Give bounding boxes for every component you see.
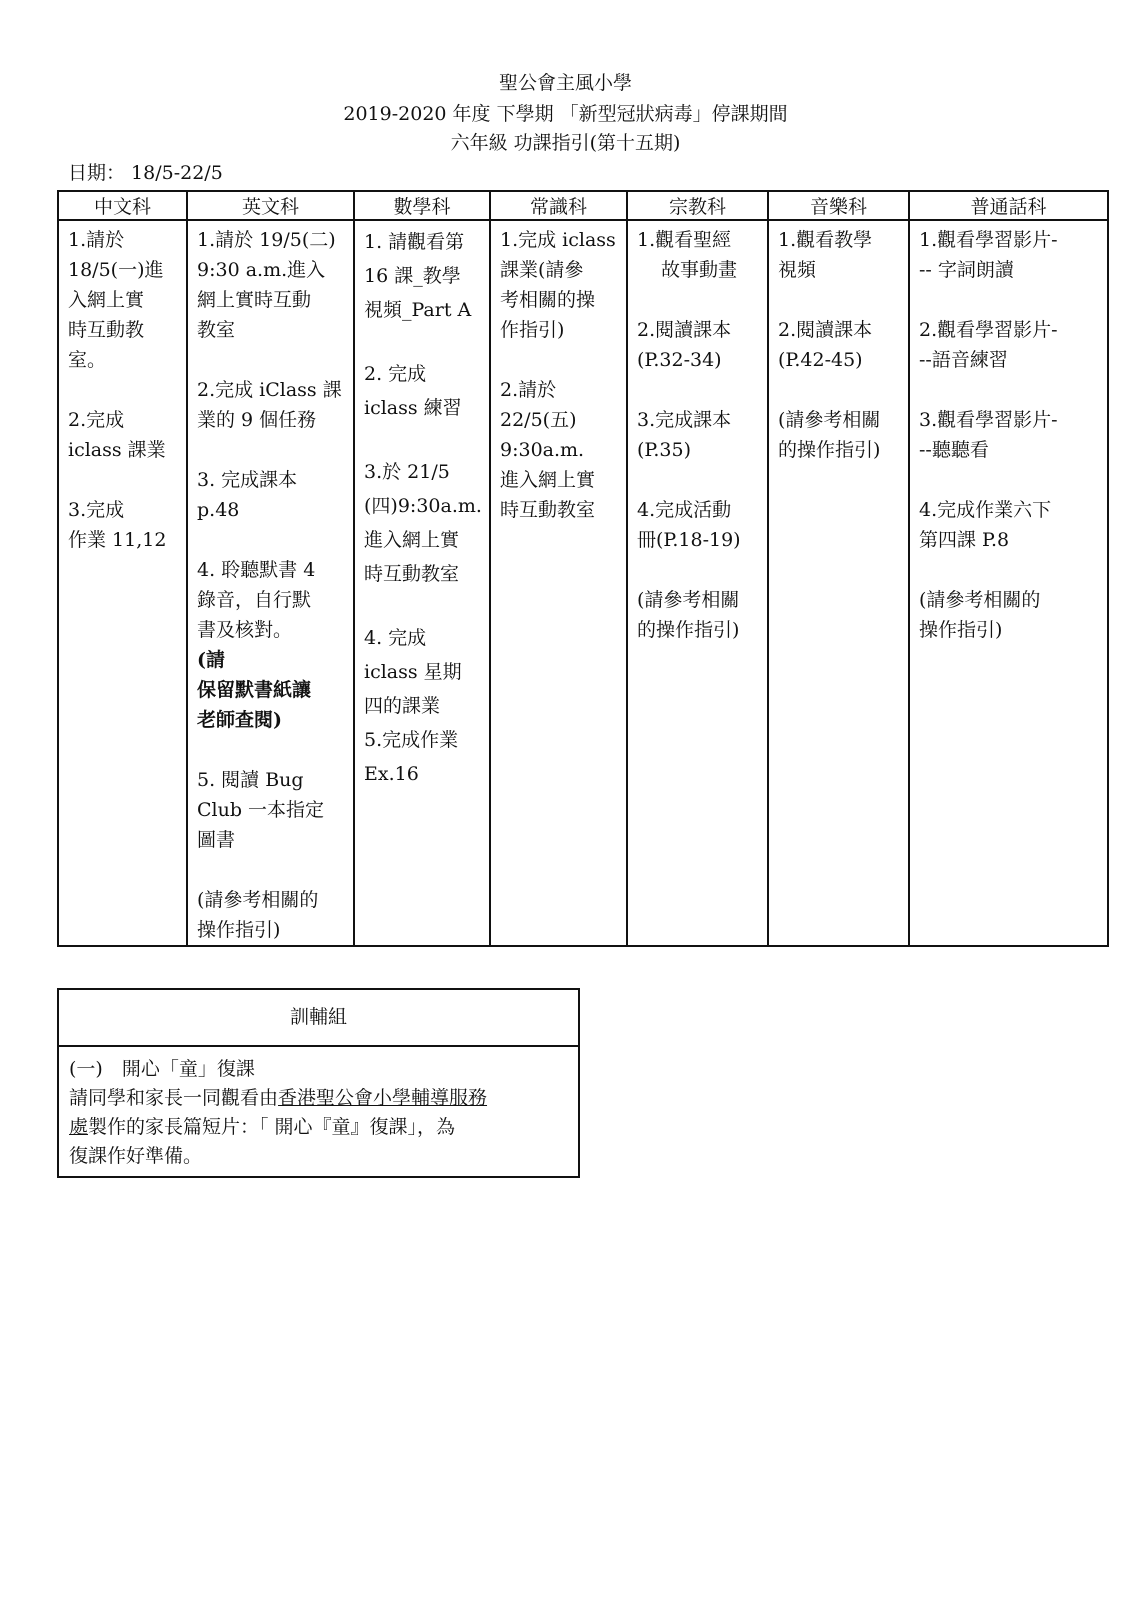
list-item: 2.完成 iclass 課業 [68, 409, 166, 461]
list-item: 5. 閱讀 Bug Club 一本指定 圖書 [197, 769, 325, 851]
counselling-body [59, 1047, 578, 1171]
list-item: 4.完成作業六下 第四課 P.8 [919, 499, 1052, 551]
homework-table [57, 190, 1109, 947]
list-item: 1.觀看聖經 [637, 229, 732, 251]
list-item-note: (請參考相關的 操作指引) [919, 589, 1041, 641]
list-item: 1.觀看教學 視頻 [778, 229, 873, 281]
list-item: 3.觀看學習影片- --聽聽看 [919, 409, 1058, 461]
header-english: 英文科 [187, 191, 354, 220]
table-row [58, 220, 1108, 946]
list-item: 1.請於 18/5(一)進 入網上實 時互動教 室。 [68, 229, 164, 371]
list-item: 1.完成 iclass 課業(請參 考相關的操 作指引) [500, 229, 616, 341]
list-item: 2.完成 iClass 課 業的 9 個任務 [197, 379, 342, 431]
school-name: 聖公會主風小學 [498, 72, 632, 94]
header-religion: 宗教科 [627, 191, 768, 220]
counselling-service-link[interactable]: 香港聖公會小學輔導服務 [278, 1087, 488, 1109]
counselling-heading: (一) 開心「童」復課 [69, 1058, 255, 1080]
header-putonghua: 普通話科 [909, 191, 1108, 220]
counselling-title: 訓輔組 [59, 990, 578, 1047]
list-item: 5.完成作業 Ex.16 [364, 729, 459, 785]
header-general-studies: 常識科 [490, 191, 627, 220]
music-cell [768, 220, 909, 946]
counselling-text-post: 製作的家長篇短片：「 開心『童』復課」，為 [88, 1116, 456, 1138]
counselling-box [57, 988, 580, 1178]
counselling-service-link-end[interactable]: 處 [69, 1116, 89, 1138]
header-chinese: 中文科 [58, 191, 187, 220]
counselling-text-line2 [69, 1113, 568, 1142]
page-title: 六年級 功課指引(第十五期) [450, 132, 681, 154]
list-item: 4. 聆聽默書 4 錄音，自行默 書及核對。 [197, 559, 316, 641]
list-item: 3.完成課本 (P.35) [637, 409, 732, 461]
list-item: 1.請於 19/5(二) 9:30 a.m.進入 網上實時互動 教室 [197, 229, 336, 341]
list-item-note: (請 保留默書紙讓 老師查閱) [197, 649, 312, 731]
list-item: 2.閱讀課本 (P.32-34) [637, 319, 732, 371]
date-range: 日期： 18/5-22/5 [68, 162, 223, 184]
chinese-cell [58, 220, 187, 946]
counselling-text-pre: 請同學和家長一同觀看由 [69, 1087, 279, 1109]
list-item: 2.請於 22/5(五) 9:30a.m. 進入網上實 時互動教室 [500, 379, 596, 521]
list-item: 1.觀看學習影片- -- 字詞朗讀 [919, 229, 1058, 281]
list-item-note: (請參考相關 的操作指引) [637, 589, 740, 641]
list-item: 4. 完成 iclass 星期 四的課業 [364, 627, 462, 717]
term-title: 2019-2020 年度 下學期 「新型冠狀病毒」停課期間 [343, 103, 788, 125]
counselling-text [69, 1084, 568, 1113]
list-item: 4.完成活動 冊(P.18-19) [637, 499, 741, 551]
math-cell [354, 220, 490, 946]
header-music: 音樂科 [768, 191, 909, 220]
list-item: 3.於 21/5 (四)9:30a.m. 進入網上實 時互動教室 [364, 461, 482, 585]
list-item-note: (請參考相關的 操作指引) [197, 889, 319, 941]
general-studies-cell [490, 220, 627, 946]
list-item-note: (請參考相關 的操作指引) [778, 409, 881, 461]
list-item: 故事動畫 [660, 259, 737, 281]
list-item: 3. 完成課本 p.48 [197, 469, 298, 521]
putonghua-cell [909, 220, 1108, 946]
list-item: 2.觀看學習影片- --語音練習 [919, 319, 1058, 371]
list-item: 3.完成 作業 11,12 [68, 499, 167, 551]
table-header-row [58, 191, 1108, 220]
list-item: 1. 請觀看第 16 課_教學 視頻_Part A [364, 231, 472, 321]
counselling-text-end: 復課作好準備。 [69, 1145, 203, 1167]
list-item: 2.閱讀課本 (P.42-45) [778, 319, 873, 371]
list-item: 2. 完成 iclass 練習 [364, 363, 462, 419]
religion-cell [627, 220, 768, 946]
english-cell [187, 220, 354, 946]
header-math: 數學科 [354, 191, 490, 220]
